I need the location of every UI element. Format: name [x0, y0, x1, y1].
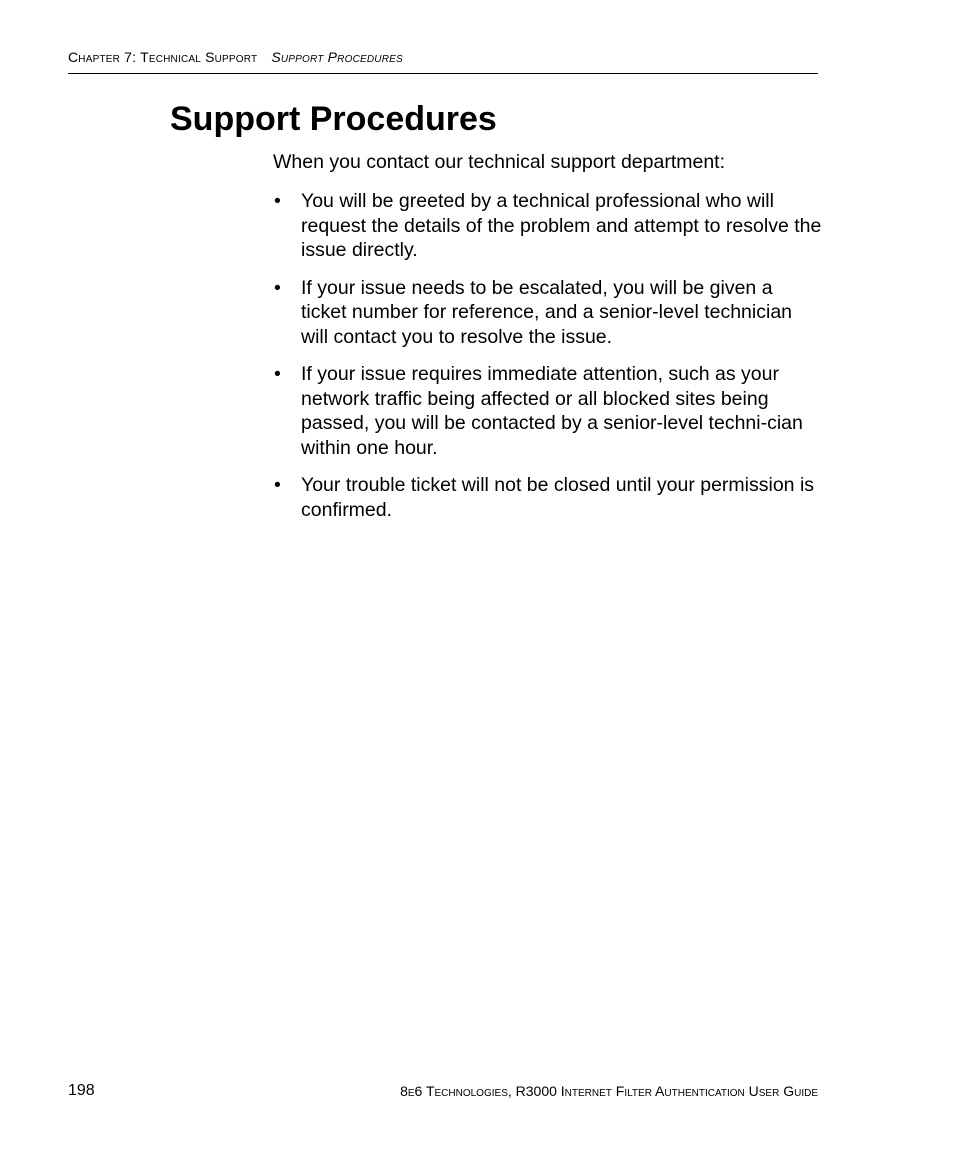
section-title: Support Procedures: [271, 49, 403, 65]
bullet-icon: •: [274, 276, 281, 299]
bullet-icon: •: [274, 474, 281, 496]
chapter-title: Chapter 7: Technical Support: [68, 49, 258, 65]
running-header: [68, 49, 818, 74]
list-item-text: Your trouble ticket will not be closed until your permission is confirmed.: [301, 474, 815, 521]
list-item: [273, 276, 823, 350]
page-number: 198: [68, 1082, 95, 1099]
bullet-list: [273, 189, 823, 535]
list-item-text: If your issue needs to be escalated, you will be given a ticket number for reference, and a senior-level technician will contact you to resolve the issue.: [301, 276, 793, 348]
list-item-text: If your issue requires immediate attention, such as your network traffic being affected or all blocked sites being passed, you will be contacted by a senior-level techni-cian within one hour.: [301, 363, 803, 459]
running-footer: 8e6 Technologies, R3000 Internet Filter Authentication User Guide: [400, 1083, 818, 1099]
page-title: Support Procedures: [170, 100, 497, 138]
list-item: [273, 362, 823, 460]
list-item: [273, 473, 823, 522]
list-item: [273, 189, 823, 263]
bullet-icon: •: [274, 363, 281, 385]
bullet-icon: •: [274, 190, 281, 212]
list-item-text: You will be greeted by a technical professional who will request the details of the problem and attempt to resolve the issue directly.: [301, 190, 822, 261]
intro-paragraph: When you contact our technical support department:: [273, 151, 726, 173]
